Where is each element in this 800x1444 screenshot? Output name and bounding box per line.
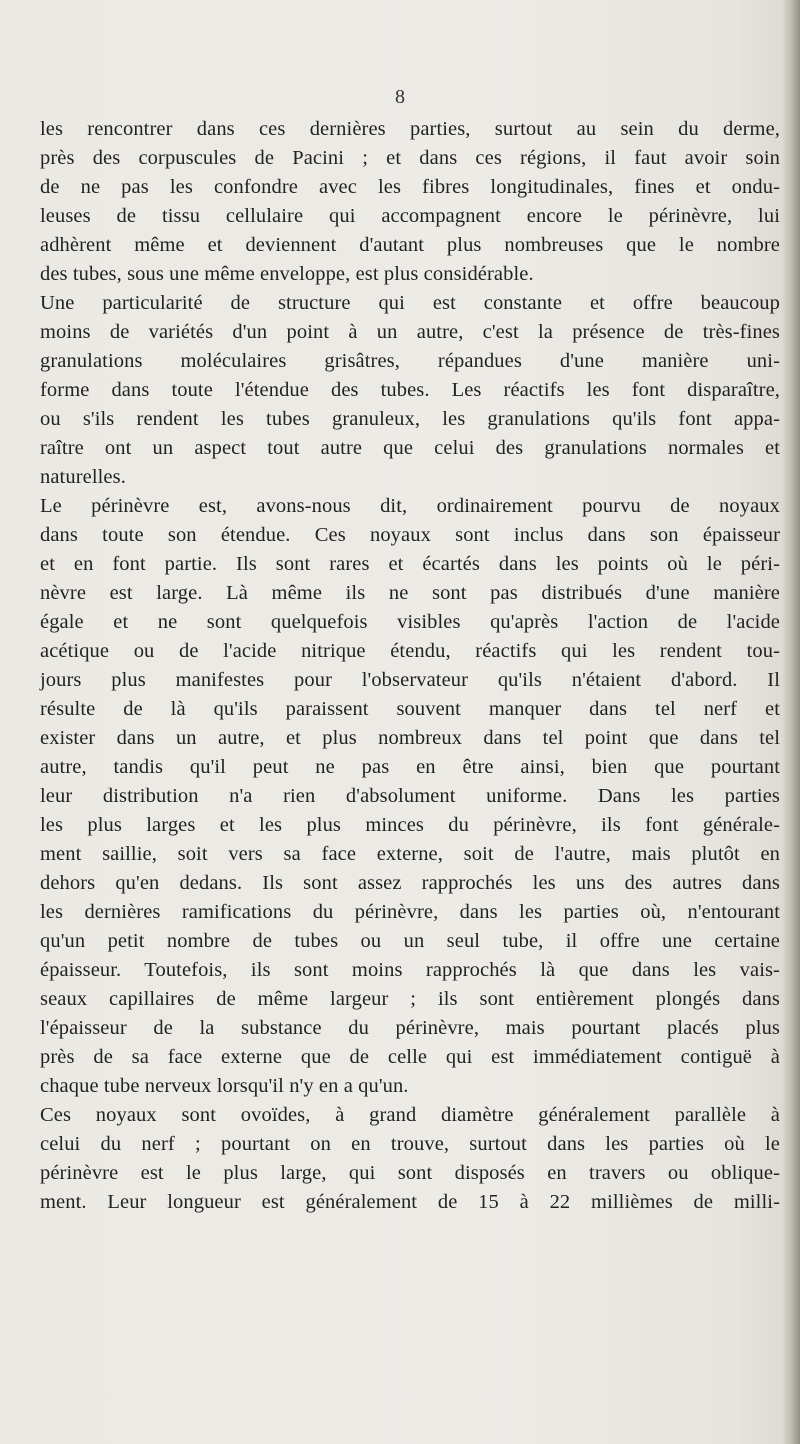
text-line: exister dans un autre, et plus nombreux dans tel point que dans tel	[40, 727, 780, 749]
text-line: résulte de là qu'ils paraissent souvent manquer dans tel nerf et	[40, 698, 780, 720]
text-line: jours plus manifestes pour l'observateur qu'ils n'étaient d'abord. Il	[40, 669, 780, 691]
body-text	[40, 115, 780, 1217]
page-number: 8	[395, 86, 405, 108]
text-line: ment. Leur longueur est généralement de 15 à 22 millièmes de milli-	[40, 1191, 780, 1213]
text-line: celui du nerf ; pourtant on en trouve, surtout dans les parties où le	[40, 1133, 780, 1155]
text-line: qu'un petit nombre de tubes ou un seul tube, il offre une certaine	[40, 930, 780, 952]
text-line: moins de variétés d'un point à un autre, c'est la présence de très-fines	[40, 321, 780, 343]
text-line: nèvre est large. Là même ils ne sont pas distribués d'une manière	[40, 582, 780, 604]
text-line: ou s'ils rendent les tubes granuleux, les granulations qu'ils font appa-	[40, 408, 780, 430]
text-line: et en font partie. Ils sont rares et écartés dans les points où le péri-	[40, 553, 780, 575]
text-line: égale et ne sont quelquefois visibles qu'après l'action de l'acide	[40, 611, 780, 633]
text-line: dans toute son étendue. Ces noyaux sont inclus dans son épaisseur	[40, 524, 780, 546]
text-line: Ces noyaux sont ovoïdes, à grand diamètre généralement parallèle à	[40, 1104, 780, 1126]
text-line: seaux capillaires de même largeur ; ils sont entièrement plongés dans	[40, 988, 780, 1010]
text-line: autre, tandis qu'il peut ne pas en être ainsi, bien que pourtant	[40, 756, 780, 778]
text-line: périnèvre est le plus large, qui sont disposés en travers ou oblique-	[40, 1162, 780, 1184]
text-line: raître ont un aspect tout autre que celui des granulations normales et	[40, 437, 780, 459]
text-line: près des corpuscules de Pacini ; et dans ces régions, il faut avoir soin	[40, 147, 780, 169]
page-edge-shadow	[782, 0, 800, 1444]
text-line: Une particularité de structure qui est constante et offre beaucoup	[40, 292, 780, 314]
text-line: forme dans toute l'étendue des tubes. Les réactifs les font disparaître,	[40, 379, 780, 401]
text-line: les rencontrer dans ces dernières parties, surtout au sein du derme,	[40, 118, 780, 140]
text-line: acétique ou de l'acide nitrique étendu, réactifs qui les rendent tou-	[40, 640, 780, 662]
text-line: les plus larges et les plus minces du périnèvre, ils font générale-	[40, 814, 780, 836]
text-line: naturelles.	[40, 466, 126, 488]
text-line: les dernières ramifications du périnèvre, dans les parties où, n'entourant	[40, 901, 780, 923]
text-line: épaisseur. Toutefois, ils sont moins rapprochés là que dans les vais-	[40, 959, 780, 981]
text-line: Le périnèvre est, avons-nous dit, ordinairement pourvu de noyaux	[40, 495, 780, 517]
text-line: des tubes, sous une même enveloppe, est plus considérable.	[40, 263, 534, 285]
text-line: de ne pas les confondre avec les fibres longitudinales, fines et ondu-	[40, 176, 780, 198]
text-line: granulations moléculaires grisâtres, répandues d'une manière uni-	[40, 350, 780, 372]
text-line: ment saillie, soit vers sa face externe, soit de l'autre, mais plutôt en	[40, 843, 780, 865]
text-line: leuses de tissu cellulaire qui accompagnent encore le périnèvre, lui	[40, 205, 780, 227]
text-line: l'épaisseur de la substance du périnèvre, mais pourtant placés plus	[40, 1017, 780, 1039]
text-line: dehors qu'en dedans. Ils sont assez rapprochés les uns des autres dans	[40, 872, 780, 894]
text-line: leur distribution n'a rien d'absolument uniforme. Dans les parties	[40, 785, 780, 807]
text-line: adhèrent même et deviennent d'autant plus nombreuses que le nombre	[40, 234, 780, 256]
text-line: près de sa face externe que de celle qui est immédiatement contiguë à	[40, 1046, 780, 1068]
text-line: chaque tube nerveux lorsqu'il n'y en a qu'un.	[40, 1075, 409, 1097]
